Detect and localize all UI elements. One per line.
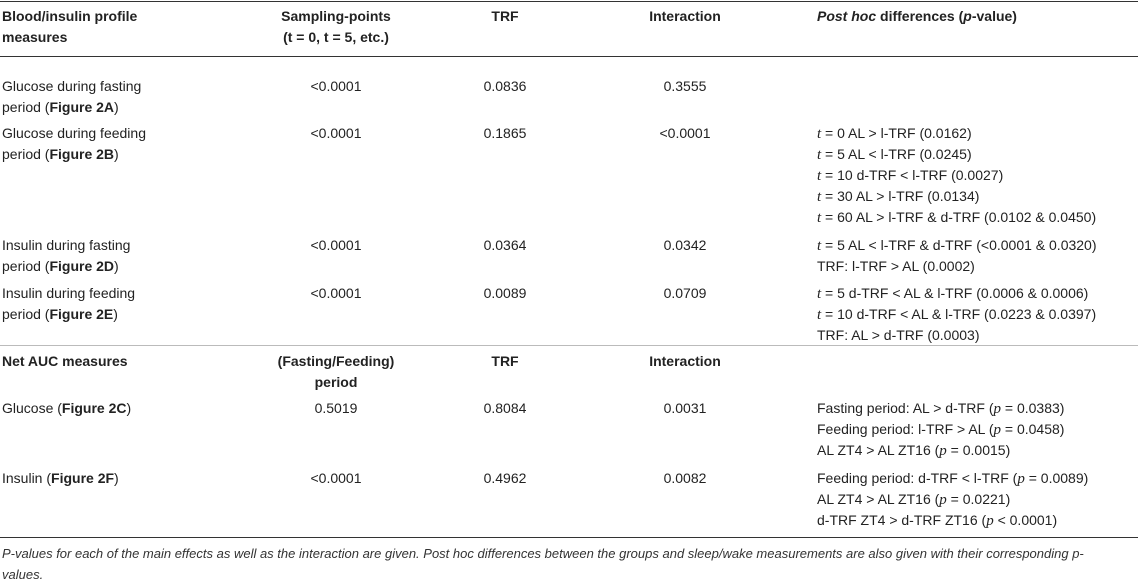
trf-value: 0.1865 (483, 125, 527, 141)
posthoc-line: TRF: l-TRF > AL (0.0002) (817, 258, 975, 274)
header2-col2-line1: (Fasting/Feeding) (277, 353, 395, 369)
header-col5-prefix: Post hoc (817, 8, 877, 24)
header-col2-line1: Sampling-points (281, 8, 391, 24)
header-col1-line2: measures (2, 29, 68, 45)
interaction-value: 0.0031 (663, 400, 707, 416)
row-label-text: period ( (2, 146, 50, 162)
table-footnote: P-values for each of the main effects as well as the interaction are given. Post hoc differences between the groups and sleep/wake measurements are also given with their corresponding p-values. (2, 546, 1084, 582)
header-col4: Interaction (649, 8, 721, 24)
trf-value: 0.8084 (483, 400, 527, 416)
row-label-text: period ( (2, 258, 50, 274)
row-label-text: period ( (2, 99, 50, 115)
interaction-value: 0.0342 (663, 237, 707, 253)
trf-value: 0.0836 (483, 78, 527, 94)
figure-reference: Figure 2A (49, 99, 115, 115)
header-rule (0, 56, 1138, 57)
posthoc-line: Feeding period: l-TRF > AL (p = 0.0458) (817, 421, 1065, 438)
header2-col1: Net AUC measures (2, 353, 128, 369)
posthoc-line: AL ZT4 > AL ZT16 (p = 0.0015) (817, 442, 1011, 459)
posthoc-line: t = 5 AL < l-TRF & d-TRF (<0.0001 & 0.0320) (817, 237, 1097, 254)
sampling-value: <0.0001 (310, 125, 362, 141)
header-col2-line2: (t = 0, t = 5, etc.) (283, 29, 389, 45)
auc-row-label (2, 468, 119, 489)
row-label-text: ) (114, 470, 119, 486)
row-label-figure (2, 256, 119, 277)
header-col3: TRF (491, 8, 519, 24)
header-col5 (817, 6, 1017, 27)
sampling-value: <0.0001 (310, 285, 362, 301)
sampling-value: <0.0001 (310, 237, 362, 253)
row-label-text: ) (126, 400, 132, 416)
row-label: Glucose during fasting (2, 78, 142, 94)
auc-row-label (2, 398, 131, 419)
figure-reference: Figure 2C (61, 400, 127, 416)
section-rule (0, 345, 1138, 346)
posthoc-line: t = 5 AL < l-TRF (0.0245) (817, 146, 972, 163)
posthoc-line: t = 0 AL > l-TRF (0.0162) (817, 125, 972, 142)
row-label: Glucose during feeding (2, 125, 146, 141)
top-rule (0, 1, 1138, 2)
sampling-value: <0.0001 (310, 78, 362, 94)
row-label-figure (2, 304, 118, 325)
posthoc-line: t = 60 AL > l-TRF & d-TRF (0.0102 & 0.0450) (817, 209, 1097, 226)
bottom-rule (0, 537, 1138, 538)
figure-reference: Figure 2D (49, 258, 115, 274)
trf-value: 0.4962 (483, 470, 527, 486)
row-label-figure (2, 97, 119, 118)
period-value: <0.0001 (310, 470, 362, 486)
row-label-figure (2, 144, 119, 165)
period-value: 0.5019 (314, 400, 358, 416)
row-label: Insulin during feeding (2, 285, 136, 301)
posthoc-line: t = 10 d-TRF < l-TRF (0.0027) (817, 167, 1004, 184)
figure-reference: Figure 2F (51, 470, 115, 486)
row-label-text: ) (113, 306, 118, 322)
header2-col2-line2: period (314, 374, 358, 390)
trf-value: 0.0364 (483, 237, 527, 253)
row-label-text: ) (114, 258, 119, 274)
interaction-value: 0.0709 (663, 285, 707, 301)
header-col1-line1: Blood/insulin profile (2, 8, 138, 24)
row-label-text: Glucose ( (2, 400, 62, 416)
interaction-value: 0.3555 (663, 78, 707, 94)
posthoc-line: TRF: AL > d-TRF (0.0003) (817, 327, 980, 343)
posthoc-line: t = 10 d-TRF < AL & l-TRF (0.0223 & 0.0397) (817, 306, 1097, 323)
trf-value: 0.0089 (483, 285, 527, 301)
header2-col4: Interaction (649, 353, 721, 369)
posthoc-line: t = 30 AL > l-TRF (0.0134) (817, 188, 980, 205)
interaction-value: <0.0001 (659, 125, 711, 141)
row-label-text: Insulin ( (2, 470, 52, 486)
header-col5-rest: differences (p-value) (876, 8, 1017, 24)
posthoc-line: AL ZT4 > AL ZT16 (p = 0.0221) (817, 491, 1011, 508)
interaction-value: 0.0082 (663, 470, 707, 486)
row-label-text: ) (114, 146, 119, 162)
posthoc-line: Fasting period: AL > d-TRF (p = 0.0383) (817, 400, 1065, 417)
row-label-text: period ( (2, 306, 50, 322)
figure-reference: Figure 2E (49, 306, 114, 322)
header2-col3: TRF (491, 353, 519, 369)
posthoc-line: t = 5 d-TRF < AL & l-TRF (0.0006 & 0.0006) (817, 285, 1089, 302)
row-label-text: ) (114, 99, 119, 115)
row-label: Insulin during fasting (2, 237, 131, 253)
figure-reference: Figure 2B (49, 146, 115, 162)
posthoc-line: d-TRF ZT4 > d-TRF ZT16 (p < 0.0001) (817, 512, 1058, 529)
posthoc-line: Feeding period: d-TRF < l-TRF (p = 0.0089) (817, 470, 1089, 487)
